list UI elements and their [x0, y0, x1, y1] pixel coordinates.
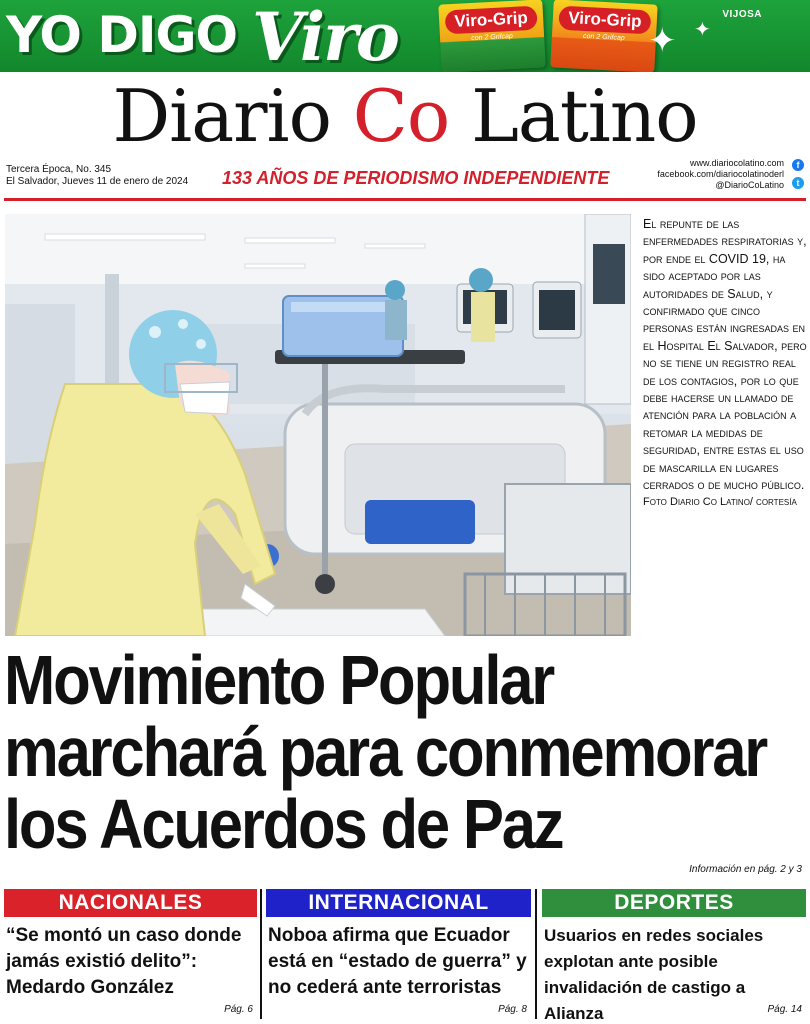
- sparkle-icon: ✦: [648, 22, 677, 60]
- photo-credit: Foto Diario Co Latino/ cortesía: [643, 495, 797, 508]
- ad-slogan: YO DIGO: [6, 6, 237, 64]
- product-pack-green: [438, 0, 545, 72]
- product-pack-orange: [550, 0, 657, 72]
- ad-company: VIJOSA: [722, 9, 762, 20]
- caption-text: El repunte de las enfermedades respiratorias y, por ende el COVID 19, ha sido aceptado por las autoridades de Salud, y confirmado que cinco personas están ingresadas en el Hospital El Salvador, pero no se tiene un registro real de los contagios, por lo que debe hacerse un llamado de atención para la población a retomar la medidas de seguridad, entre estas el uso de mascarilla en lugares cerrados o de mucho público.: [643, 217, 807, 493]
- photo-caption: [643, 216, 807, 510]
- section-nacionales[interactable]: [4, 889, 257, 1021]
- section-divider: [535, 889, 537, 1019]
- ad-banner[interactable]: [0, 0, 810, 72]
- section-page: Pág. 8: [498, 1004, 527, 1015]
- facebook-link[interactable]: facebook.com/diariocolatinoderl: [657, 169, 784, 179]
- section-divider: [260, 889, 262, 1019]
- headline-page-reference: Información en pág. 2 y 3: [689, 864, 802, 875]
- logo-text-diario: Diario: [112, 74, 353, 158]
- hospital-photo[interactable]: [5, 214, 631, 636]
- logo-text-co: Co: [352, 74, 450, 158]
- masthead-divider: [4, 198, 806, 201]
- pack-label: Viro-Grip: [445, 6, 538, 35]
- edition-info: [6, 164, 188, 188]
- section-label: INTERNACIONAL: [266, 889, 531, 917]
- twitter-icon[interactable]: t: [792, 177, 804, 189]
- social-icons: [792, 159, 806, 194]
- edition-date: El Salvador, Jueves 11 de enero de 2024: [6, 176, 189, 187]
- pack-sub: con 2 Grifcap: [471, 32, 514, 43]
- edition-number: Tercera Época, No. 345: [6, 164, 112, 175]
- pack-sub: con 2 Grifcap: [582, 32, 625, 43]
- section-story-title: “Se montó un caso donde jamás existió delito”: Medardo González: [6, 925, 242, 998]
- headline-line: Movimiento Popular: [4, 641, 554, 719]
- hospital-scene-illustration: [5, 214, 631, 636]
- section-page: Pág. 6: [224, 1004, 253, 1015]
- ad-brand-word: Viro: [252, 0, 398, 72]
- website-link[interactable]: www.diariocolatino.com: [689, 158, 784, 168]
- masthead: [0, 72, 810, 190]
- section-story-title: Usuarios en redes sociales explotan ante posible invalidación de castigo a Alianza: [544, 926, 764, 1023]
- logo-text-latino: Latino: [449, 74, 698, 158]
- tagline: 133 AÑOS DE PERIODISMO INDEPENDIENTE: [222, 168, 610, 188]
- contact-info: [657, 158, 784, 191]
- main-headline[interactable]: [4, 641, 810, 863]
- section-label: DEPORTES: [542, 889, 806, 917]
- section-internacional[interactable]: [266, 889, 531, 1021]
- facebook-icon[interactable]: f: [792, 159, 804, 171]
- section-label: NACIONALES: [4, 889, 257, 917]
- section-deportes[interactable]: [542, 889, 806, 1021]
- headline-line: marchará para conmemorar: [4, 713, 767, 791]
- headline-line: los Acuerdos de Paz: [4, 785, 563, 863]
- pack-label: Viro-Grip: [558, 6, 651, 35]
- newspaper-logo[interactable]: [0, 72, 810, 160]
- twitter-handle[interactable]: @DiarioCoLatino: [715, 180, 784, 190]
- section-story-title: Noboa afirma que Ecuador está en “estado de guerra” y no cederá ante terroristas: [268, 925, 527, 998]
- section-page: Pág. 14: [767, 1004, 802, 1015]
- sparkle-icon: ✦: [694, 19, 711, 41]
